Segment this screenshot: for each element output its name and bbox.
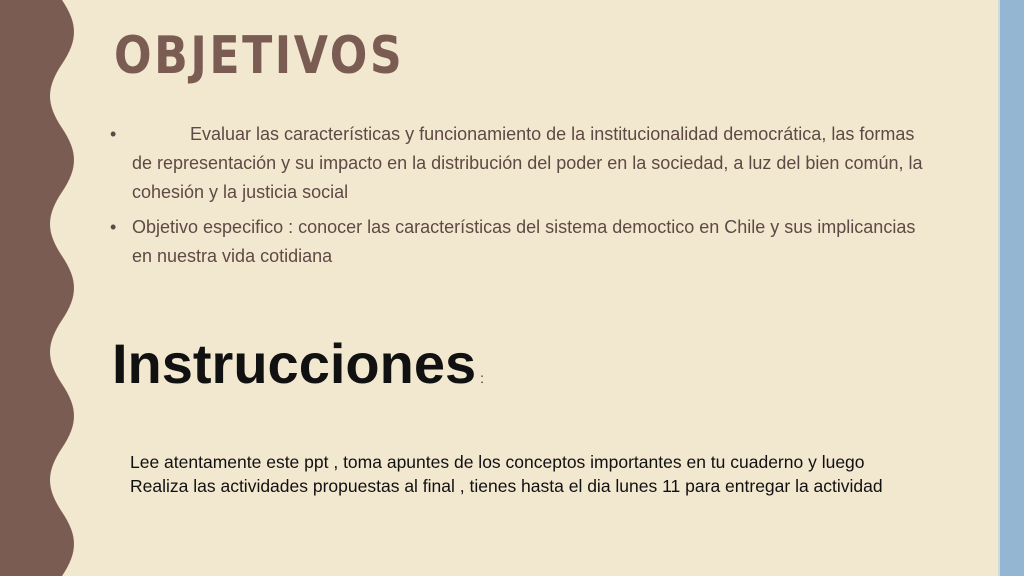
wavy-border-shape bbox=[0, 0, 74, 576]
wavy-left-border bbox=[0, 0, 80, 576]
instructions-text bbox=[130, 450, 990, 498]
slide-title: OBJETIVOS bbox=[114, 26, 405, 86]
objective-bullet bbox=[110, 213, 930, 271]
objective-bullet bbox=[110, 120, 930, 207]
objectives-list bbox=[110, 120, 930, 277]
right-accent-bar bbox=[1000, 0, 1024, 576]
instructions-heading bbox=[112, 332, 484, 395]
instructions-heading-text: Instrucciones bbox=[112, 332, 477, 395]
objective-text: Objetivo especifico : conocer las características del sistema democtico en Chile y sus implicancias en nuestra vida cotidiana bbox=[132, 217, 916, 266]
bullet-symbol: • bbox=[110, 217, 117, 237]
instruction-line: Lee atentamente este ppt , toma apuntes de los conceptos importantes en tu cuaderno y luego bbox=[130, 452, 865, 472]
instruction-line: Realiza las actividades propuestas al final , tienes hasta el dia lunes 11 para entregar la actividad bbox=[130, 476, 883, 496]
objective-text: Evaluar las características y funcionamiento de la institucionalidad democrática, las formas de representación y su impacto en la distribución del poder en la sociedad, a luz del bien común, la cohesión y la justicia social bbox=[132, 124, 923, 202]
bullet-symbol: • bbox=[110, 124, 117, 144]
instructions-heading-colon: : bbox=[480, 370, 484, 386]
